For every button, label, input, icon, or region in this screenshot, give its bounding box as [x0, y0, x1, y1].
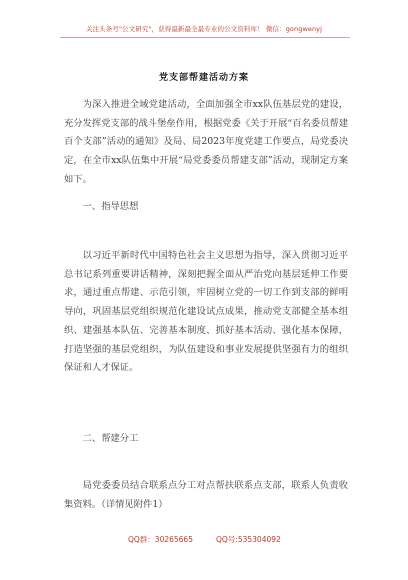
header-divider — [60, 37, 350, 38]
division-of-work-paragraph: 局党委委员结合联系点分工对点帮扶联系点支部，联系人负责收集资料。（详情见附件1） — [64, 480, 348, 510]
section-heading-guiding-thought: 一、指导思想 — [82, 201, 139, 212]
intro-paragraph-block — [64, 96, 348, 190]
section-heading-division-of-work: 二、帮建分工 — [82, 433, 139, 444]
footer-qq-number: QQ号:535304092 — [216, 535, 281, 544]
section-body-block-1 — [64, 247, 348, 378]
section-heading-block-2 — [64, 430, 348, 449]
section-body-block-2 — [64, 477, 348, 514]
document-title: 党支部帮建活动方案 — [158, 73, 249, 83]
header-notice: 关注头条号"公文研究"，获得最新最全最专业的公文资料库！ 微信：gongwenyj — [85, 25, 323, 33]
section-heading-block-1 — [64, 198, 348, 217]
footer-qq-group: QQ群：30265665 — [128, 535, 193, 544]
guiding-thought-paragraph: 以习近平新时代中国特色社会主义思想为指导，深入贯彻习近平总书记系列重要讲话精神，深刻把握全面从严治党向基层延伸工作要求，通过重点帮建、示范引领，牢固树立党的一切工作到支部的鲜明导向，巩固基层党组织规范化建设试点成果，推动党支部健全基本组织、建强基本队伍、完善基本制度、抓好基本活动、强化基本保障，打造坚强的基层党组织，为队伍建设和事业发展提供坚强有力的组织保证和人才保证。 — [64, 250, 348, 374]
intro-paragraph: 为深入推进全域党建活动，全面加强全市xx队伍基层党的建设，充分发挥党支部的战斗堡垒作用，根据党委《关于开展“百名委员帮建百个支部”活动的通知》及局、局2023年度党建工作要点，局党委决定，在全市xx队伍集中开展“局党委委员帮建支部”活动，现制定方案如下。 — [64, 99, 348, 185]
